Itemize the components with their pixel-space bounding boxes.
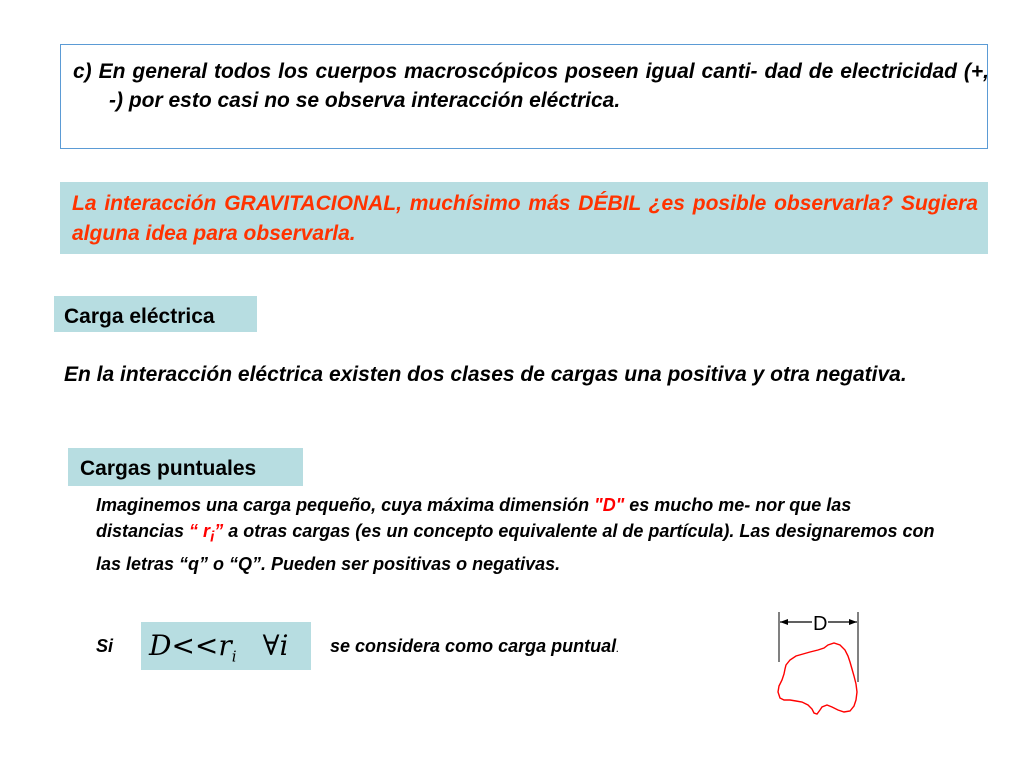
ri-close: ” (214, 521, 224, 541)
gravitational-question-box (60, 182, 988, 254)
point-charge-text-1: Imaginemos una carga pequeño, cuya máxima dimensión (96, 495, 595, 515)
formula-subscript: i (231, 647, 237, 666)
point-charge-text-3: a otras cargas (es un concepto equivalente al de partícula). Las designaremos con las letras “q” o “Q”. Pueden ser positivas o negativas. (96, 521, 935, 574)
ri-quote (189, 521, 224, 546)
conclusion-period: . (616, 641, 620, 655)
conclusion-text: se considera como carga puntual (330, 636, 617, 656)
gravitational-question-text: La interacción GRAVITACIONAL, muchísimo más DÉBIL ¿es posible observarla? Sugiera alguna idea para observarla. (72, 192, 978, 245)
dimension-label: D (813, 613, 828, 635)
formula-rhs: ∀i (262, 629, 289, 662)
condition-formula (141, 622, 311, 670)
ri-open: “ r (189, 521, 211, 541)
paragraph-point-charge (96, 492, 938, 577)
paragraph-two-charge-types: En la interacción eléctrica existen dos clases de cargas una positiva y otra negativa. (64, 363, 907, 386)
d-quote: "D" (594, 495, 625, 515)
formula-lhs: D<<r (149, 629, 232, 662)
charge-shape-figure (770, 612, 870, 718)
arrowhead-right (849, 619, 857, 625)
point-charge-conclusion (330, 636, 619, 657)
note-box-c (60, 44, 988, 149)
si-label: Si (96, 636, 114, 656)
arrowhead-left (780, 619, 788, 625)
charge-outline (778, 643, 857, 714)
point-charge-text-2: es mucho me- nor que las distancias (96, 495, 852, 541)
heading-carga-electrica: Carga eléctrica (54, 296, 257, 332)
ri-subscript: i (210, 528, 215, 546)
note-c-text: c) En general todos los cuerpos macroscópicos poseen igual canti- dad de electricidad (+, -) por esto casi no se observa interacción eléctrica. (73, 60, 989, 112)
heading-cargas-puntuales: Cargas puntuales (68, 448, 303, 486)
